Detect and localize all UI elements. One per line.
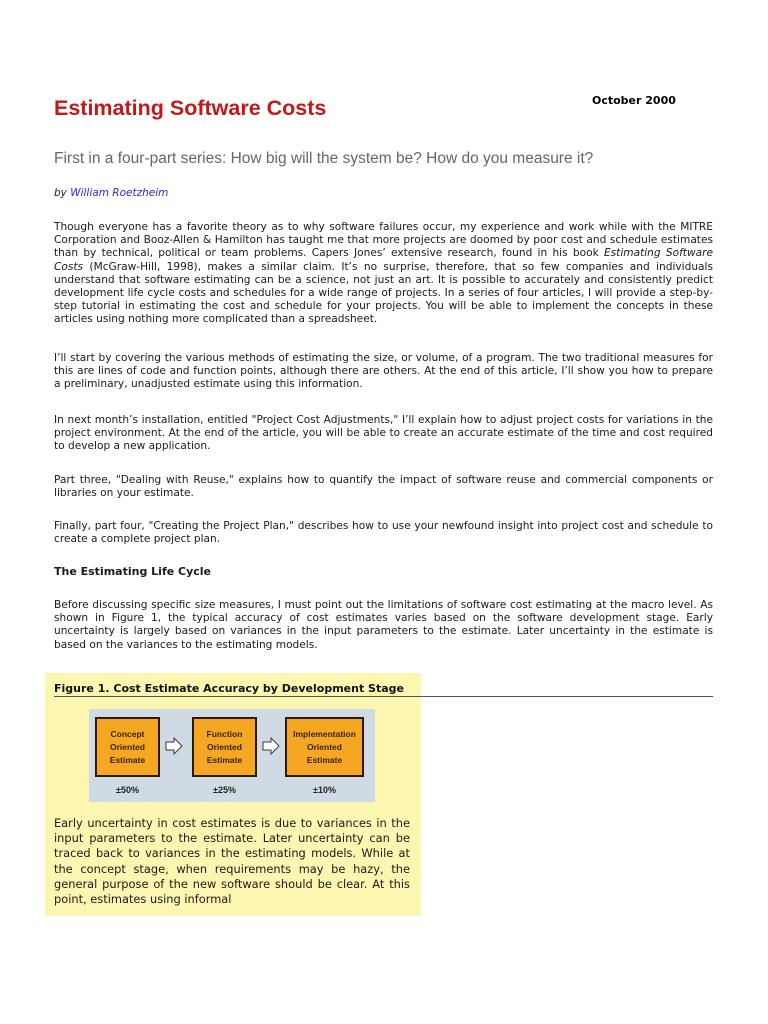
figure-heading-rule (420, 696, 713, 697)
figure-heading-divider (54, 696, 420, 697)
right-arrow-icon (262, 737, 280, 755)
stage-box-concept (95, 717, 160, 777)
stage-label: Estimate (306, 754, 343, 765)
stage-label: Oriented (207, 741, 242, 752)
byline (54, 187, 168, 199)
stage-label: Oriented (110, 741, 145, 752)
stage-label: Function (206, 728, 243, 739)
figure-heading: Figure 1. Cost Estimate Accuracy by Development Stage (54, 682, 404, 695)
stage-label: Oriented (307, 741, 342, 752)
right-arrow-icon (165, 737, 183, 755)
accuracy-label-function: ±25% (213, 785, 236, 795)
byline-prefix: by (54, 187, 71, 199)
section-heading: The Estimating Life Cycle (54, 565, 212, 578)
author-link[interactable]: William Roetzheim (70, 187, 169, 199)
paragraph-intro (54, 221, 713, 327)
accuracy-label-implementation: ±10% (313, 785, 336, 795)
paragraph-part-four: Finally, part four, "Creating the Project Plan," describes how to use your newfound insight into project cost and schedule to create a complete project plan. (54, 520, 713, 546)
paragraph-part-three: Part three, "Dealing with Reuse," explains how to quantify the impact of software reuse and commercial components or libraries on your estimate. (54, 474, 713, 500)
article-title: Estimating Software Costs (54, 96, 327, 120)
paragraph-intro-part-2: (McGraw-Hill, 1998), makes a similar claim. It’s no surprise, therefore, that so few companies and individuals understand that software estimating can be a science, not just an art. It is possible to accurately and consistently predict development life cycle costs and schedules for a wide range of projects. In a series of four articles, I will provide a step-by-step tutorial in estimating the cost and schedule for your projects. You will be able to implement the concepts in these articles using nothing more complicated than a spreadsheet. (54, 260, 713, 326)
stage-label: Estimate (109, 754, 146, 765)
paragraph-intro-part-1: Though everyone has a favorite theory as to why software failures occur, my experience and work while with the MITRE Corporation and Booz-Allen & Hamilton has taught me that more projects are doomed by poor cost and schedule estimates than by technical, political or team problems. Capers Jones’ extensive research, found in his book (54, 221, 713, 260)
stage-label: Estimate (206, 754, 243, 765)
stage-box-implementation (285, 717, 364, 777)
article-subtitle: First in a four-part series: How big will the system be? How do you measure it? (54, 150, 594, 167)
stage-box-function (192, 717, 257, 777)
publication-date: October 2000 (592, 94, 676, 107)
book-title: Estimating Software Costs (54, 247, 713, 273)
figure-caption: Early uncertainty in cost estimates is due to variances in the input parameters to the estimate. Later uncertainty can be traced back to variances in the estimating models. While at the concept stage, when requirements may be hazy, the general purpose of the new software should be clear. At this point, estimates using informal (54, 816, 410, 907)
stage-label: Implementation (293, 728, 356, 739)
paragraph-life-cycle: Before discussing specific size measures, I must point out the limitations of software cost estimating at the macro level. As shown in Figure 1, the typical accuracy of cost estimates varies based on the software development stage. Early uncertainty is largely based on variances in the input parameters to the estimate. Later uncertainty in the estimate is based on the variances to the estimating models. (54, 599, 713, 651)
paragraph-next-installment: In next month’s installation, entitled "Project Cost Adjustments," I’ll explain how to adjust project costs for variations in the project environment. At the end of the article, you will be able to create an accurate estimate of the time and cost required to develop a new application. (54, 414, 713, 453)
paragraph-size-methods: I’ll start by covering the various methods of estimating the size, or volume, of a program. The two traditional measures for this are lines of code and function points, although there are others. At the end of this article, I’ll show you how to prepare a preliminary, unadjusted estimate using this information. (54, 352, 713, 391)
stage-accuracy-diagram (89, 709, 375, 802)
accuracy-label-concept: ±50% (116, 785, 139, 795)
stage-label: Concept (110, 728, 145, 739)
